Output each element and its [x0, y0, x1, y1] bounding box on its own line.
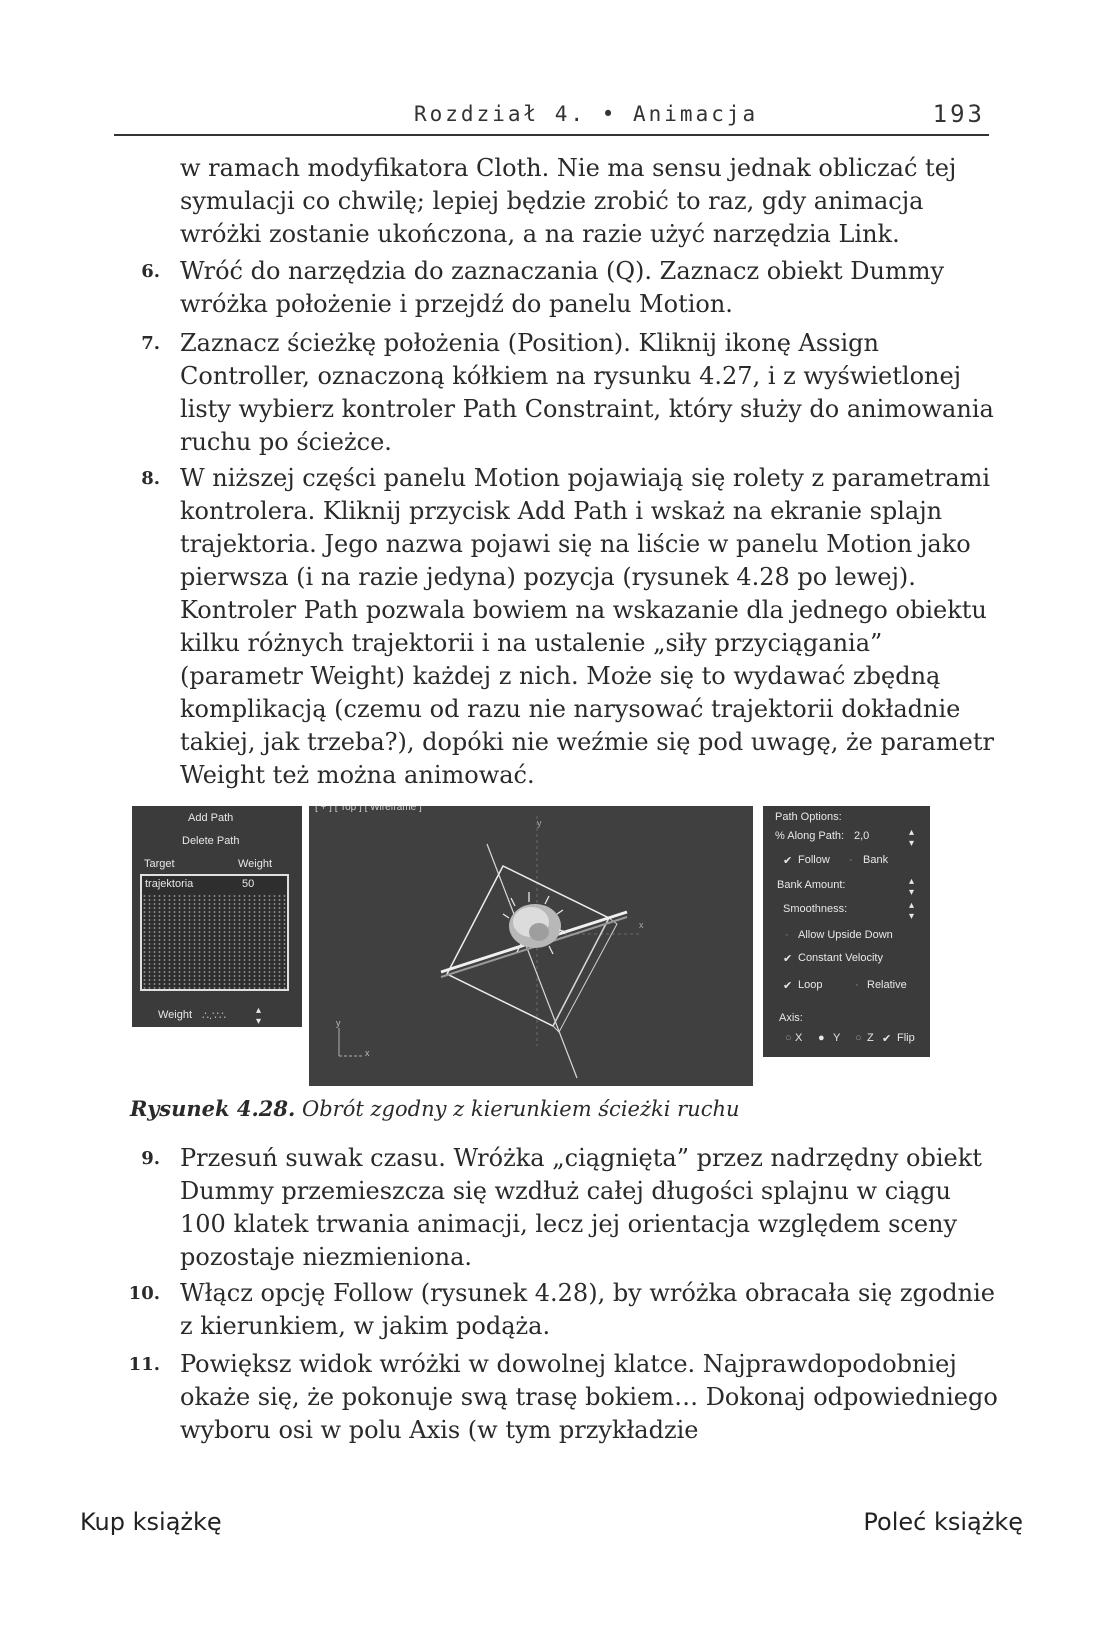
grid-y-label: y [537, 818, 542, 828]
list-number: 11. [128, 1354, 160, 1375]
gizmo-y-label: y [336, 1018, 341, 1028]
follow-label[interactable]: Follow [798, 854, 830, 866]
along-path-label: % Along Path: [775, 830, 845, 842]
list-text: Włącz opcję Follow (rysunek 4.28), by wróżka obracała się zgodnie z kierunkiem, w jakim podąża. [180, 1279, 996, 1340]
figure-number: Rysunek 4.28. [130, 1096, 296, 1121]
top-viewport[interactable] [309, 806, 753, 1086]
loop-checkbox-icon[interactable]: ✔ [783, 980, 793, 992]
path-target-list[interactable] [140, 874, 289, 991]
spinner-arrows-icon[interactable]: ▴ ▾ [256, 1005, 262, 1027]
follow-checkbox-icon[interactable]: ✔ [783, 855, 793, 867]
constant-velocity-checkbox-icon[interactable]: ✔ [783, 953, 793, 965]
smoothness-label: Smoothness: [783, 903, 848, 915]
delete-path-button[interactable]: Delete Path [182, 835, 240, 847]
path-options-title: Path Options: [775, 811, 842, 823]
list-text: Powiększ widok wróżki w dowolnej klatce. Najprawdopodobniej okaże się, że pokonuje swą trasę bokiem… Dokonaj odpowiedniego wyboru osi w polu Axis (w tym przykładzie [180, 1350, 998, 1444]
path-list-panel [132, 806, 302, 1027]
chapter-title: Rozdział 4. • Animacja [414, 102, 759, 126]
loop-label[interactable]: Loop [798, 979, 823, 991]
axis-x-label[interactable]: X [795, 1032, 803, 1044]
target-row-weight: 50 [242, 878, 255, 890]
buy-book-link[interactable]: Kup książkę [80, 1508, 222, 1536]
figure-caption-text: Obrót zgodny z kierunkiem ścieżki ruchu [302, 1097, 740, 1121]
recommend-book-link[interactable]: Poleć książkę [863, 1508, 1023, 1536]
intro-paragraph: w ramach modyfikatora Cloth. Nie ma sensu jednak obliczać tej symulacji co chwilę; lepiej będzie zrobić to raz, gdy animacja wróżki zostanie ukończona, a na razie użyć narzędzia Link. [180, 154, 957, 248]
weight-spinner-value[interactable]: ∴.∵∴ [202, 1010, 227, 1022]
allow-upside-down-label[interactable]: Allow Upside Down [798, 929, 893, 941]
list-text: Przesuń suwak czasu. Wróżka „ciągnięta” przez nadrzędny obiekt Dummy przemieszcza się wzdłuż całej długości splajnu w ciągu 100 klatek trwania animacji, lecz jej orientacja względem sceny pozostaje niezmieniona. [180, 1144, 982, 1271]
path-options-panel [763, 806, 930, 1057]
axis-x-radio-icon[interactable]: ○ [785, 1032, 792, 1044]
list-texture [142, 894, 287, 989]
list-number: 10. [128, 1283, 160, 1304]
bank-amount-label: Bank Amount: [777, 879, 846, 891]
spinner-arrows-icon[interactable]: ▴ ▾ [909, 876, 915, 898]
upside-down-checkbox-icon[interactable]: · [785, 929, 789, 941]
spinner-arrows-icon[interactable]: ▴ ▾ [909, 900, 915, 922]
spinner-arrows-icon[interactable]: ▴ ▾ [909, 827, 915, 849]
axis-z-label[interactable]: Z [867, 1032, 874, 1044]
weight-column-header: Weight [238, 858, 273, 870]
weight-label: Weight [158, 1009, 193, 1021]
fairy-mesh [503, 892, 567, 954]
relative-label[interactable]: Relative [867, 979, 907, 991]
path-spline [487, 844, 577, 1078]
add-path-button[interactable]: Add Path [188, 812, 234, 824]
gizmo-x-label: x [365, 1048, 370, 1058]
flip-checkbox-icon[interactable]: ✔ [882, 1033, 892, 1045]
figure-caption [130, 1096, 740, 1121]
list-number: 9. [141, 1148, 160, 1169]
flip-label[interactable]: Flip [897, 1032, 915, 1044]
list-number: 7. [141, 333, 160, 354]
list-number: 8. [141, 468, 160, 489]
list-number: 6. [141, 261, 160, 282]
relative-checkbox-icon[interactable]: · [855, 979, 859, 991]
dummy-box-side [553, 918, 617, 1032]
list-text: Wróć do narzędzia do zaznaczania (Q). Zaznacz obiekt Dummy wróżka położenie i przejdź do panelu Motion. [180, 257, 945, 318]
grid-x-label: x [639, 920, 644, 930]
constant-velocity-label[interactable]: Constant Velocity [798, 952, 883, 964]
list-text: Zaznacz ścieżkę położenia (Position). Kliknij ikonę Assign Controller, oznaczoną kółkiem na rysunku 4.27, i z wyświetlonej listy wybierz kontroler Path Constraint, który służy do animowania ruchu po ścieżce. [180, 329, 994, 456]
target-row-name[interactable]: trajektoria [145, 878, 194, 890]
bank-checkbox-icon[interactable]: · [849, 854, 853, 866]
axis-z-radio-icon[interactable]: ○ [855, 1032, 862, 1044]
axis-y-radio-icon[interactable]: ● [818, 1032, 825, 1044]
list-text: W niższej części panelu Motion pojawiają się rolety z parametrami kontrolera. Kliknij przycisk Add Path i wskaż na ekranie splajn trajektoria. Jego nazwa pojawi się na liście w panelu Motion jako pierwsza (i na razie jedyna) pozycja (rysunek 4.28 po lewej). Kontroler Path pozwala bowiem na wskazanie dla jednego obiektu kilku różnych trajektorii i na ustalenie „siły przyciągania” (parametr Weight) każdej z nich. Może się to wydawać zbędną komplikacją (czemu od razu nie narysować trajektorii dokładnie takiej, jak trzeba?), dopóki nie weźmie się pod uwagę, że parametr Weight też można animować. [180, 464, 994, 789]
axis-y-label[interactable]: Y [833, 1032, 841, 1044]
wireframe-scene [309, 806, 753, 1086]
axis-label: Axis: [779, 1012, 803, 1024]
along-path-value[interactable]: 2,0 [854, 830, 870, 842]
bank-label[interactable]: Bank [863, 854, 889, 866]
target-column-header: Target [144, 858, 175, 870]
running-header [114, 98, 989, 136]
viewport-label: [ + ] [ Top ] [ Wireframe ] [315, 806, 422, 813]
page-number: 193 [932, 100, 985, 128]
